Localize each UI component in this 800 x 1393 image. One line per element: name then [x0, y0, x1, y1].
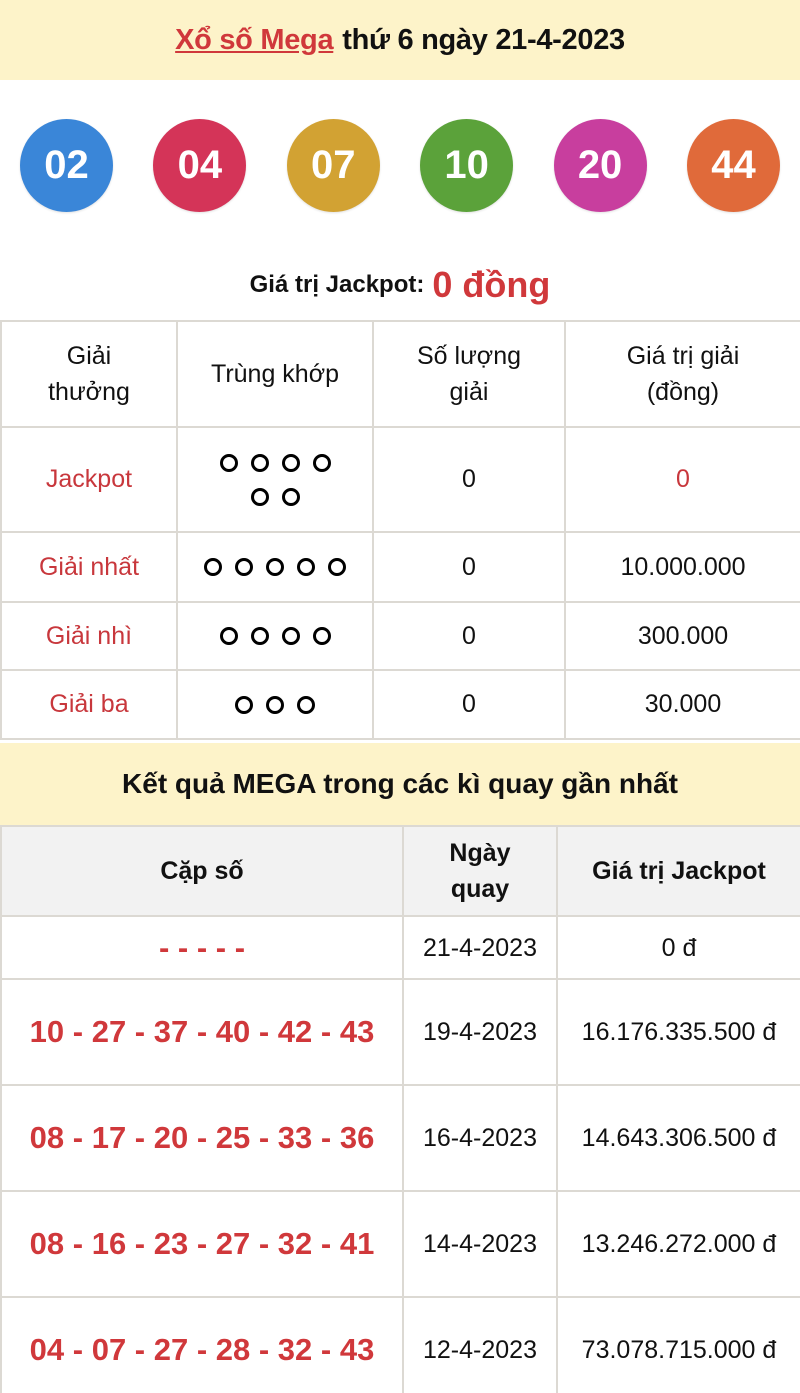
match-dots	[177, 532, 373, 602]
jackpot-amount: 0 đ	[557, 916, 800, 979]
table-row	[1, 427, 800, 532]
table-row	[1, 532, 800, 602]
match-circle-icon	[266, 696, 284, 714]
draw-date: 12-4-2023	[403, 1297, 557, 1393]
table-row	[1, 916, 800, 979]
match-circle-icon	[204, 558, 222, 576]
match-circle-icon	[313, 627, 331, 645]
column-header: Trùng khớp	[177, 321, 373, 427]
match-circle-icon	[282, 627, 300, 645]
jackpot-summary	[0, 250, 800, 320]
winning-numbers	[0, 80, 800, 250]
drawn-numbers: 08 - 16 - 23 - 27 - 32 - 41	[1, 1191, 403, 1297]
number-ball: 02	[20, 119, 113, 212]
match-circle-icon	[328, 558, 346, 576]
jackpot-label: Giá trị Jackpot:	[249, 271, 425, 298]
prize-count: 0	[373, 532, 565, 602]
prize-name: Giải ba	[1, 670, 177, 739]
match-circle-icon	[251, 627, 269, 645]
page-title	[0, 0, 800, 80]
match-circle-icon	[235, 558, 253, 576]
match-circle-icon	[282, 488, 300, 506]
prize-table	[0, 320, 800, 740]
jackpot-value: 0 đồng	[432, 264, 551, 305]
draw-date: 14-4-2023	[403, 1191, 557, 1297]
table-row	[1, 1191, 800, 1297]
column-header: Giá trị giải (đồng)	[565, 321, 800, 427]
match-circle-icon	[313, 454, 331, 472]
number-ball: 44	[687, 119, 780, 212]
prize-count: 0	[373, 427, 565, 532]
drawn-numbers: 08 - 17 - 20 - 25 - 33 - 36	[1, 1085, 403, 1191]
match-circle-icon	[297, 696, 315, 714]
jackpot-amount: 14.643.306.500 đ	[557, 1085, 800, 1191]
table-row	[1, 1085, 800, 1191]
prize-name: Giải nhì	[1, 602, 177, 670]
recent-results-title: Kết quả MEGA trong các kì quay gần nhất	[0, 743, 800, 825]
column-header: Giá trị Jackpot	[557, 826, 800, 916]
prize-value: 10.000.000	[565, 532, 800, 602]
prize-count: 0	[373, 602, 565, 670]
match-circle-icon	[220, 627, 238, 645]
draw-date: 21-4-2023	[403, 916, 557, 979]
match-dots	[177, 427, 373, 532]
table-header-row	[1, 826, 800, 916]
column-header: Ngày quay	[403, 826, 557, 916]
jackpot-amount: 13.246.272.000 đ	[557, 1191, 800, 1297]
match-circle-icon	[251, 488, 269, 506]
match-circle-icon	[266, 558, 284, 576]
match-circle-icon	[235, 696, 253, 714]
match-circle-icon	[282, 454, 300, 472]
number-ball: 07	[287, 119, 380, 212]
match-circle-icon	[220, 454, 238, 472]
draw-date: 16-4-2023	[403, 1085, 557, 1191]
jackpot-amount: 73.078.715.000 đ	[557, 1297, 800, 1393]
recent-results-table	[0, 825, 800, 1393]
prize-value: 300.000	[565, 602, 800, 670]
number-ball: 20	[554, 119, 647, 212]
table-row	[1, 670, 800, 739]
table-header-row	[1, 321, 800, 427]
column-header: Giải thưởng	[1, 321, 177, 427]
match-dots	[177, 602, 373, 670]
drawn-numbers: - - - - -	[1, 916, 403, 979]
number-ball: 10	[420, 119, 513, 212]
jackpot-amount: 16.176.335.500 đ	[557, 979, 800, 1085]
number-ball: 04	[153, 119, 246, 212]
table-row	[1, 1297, 800, 1393]
prize-value: 0	[565, 427, 800, 532]
match-circle-icon	[251, 454, 269, 472]
match-circle-icon	[297, 558, 315, 576]
prize-count: 0	[373, 670, 565, 739]
drawn-numbers: 10 - 27 - 37 - 40 - 42 - 43	[1, 979, 403, 1085]
draw-date: 19-4-2023	[403, 979, 557, 1085]
table-row	[1, 602, 800, 670]
draw-date-title: thứ 6 ngày 21-4-2023	[342, 23, 625, 56]
table-row	[1, 979, 800, 1085]
drawn-numbers: 04 - 07 - 27 - 28 - 32 - 43	[1, 1297, 403, 1393]
mega-lottery-link[interactable]: Xổ số Mega	[175, 23, 334, 56]
prize-name: Giải nhất	[1, 532, 177, 602]
column-header: Số lượng giải	[373, 321, 565, 427]
match-dots	[177, 670, 373, 739]
prize-value: 30.000	[565, 670, 800, 739]
prize-name: Jackpot	[1, 427, 177, 532]
column-header: Cặp số	[1, 826, 403, 916]
